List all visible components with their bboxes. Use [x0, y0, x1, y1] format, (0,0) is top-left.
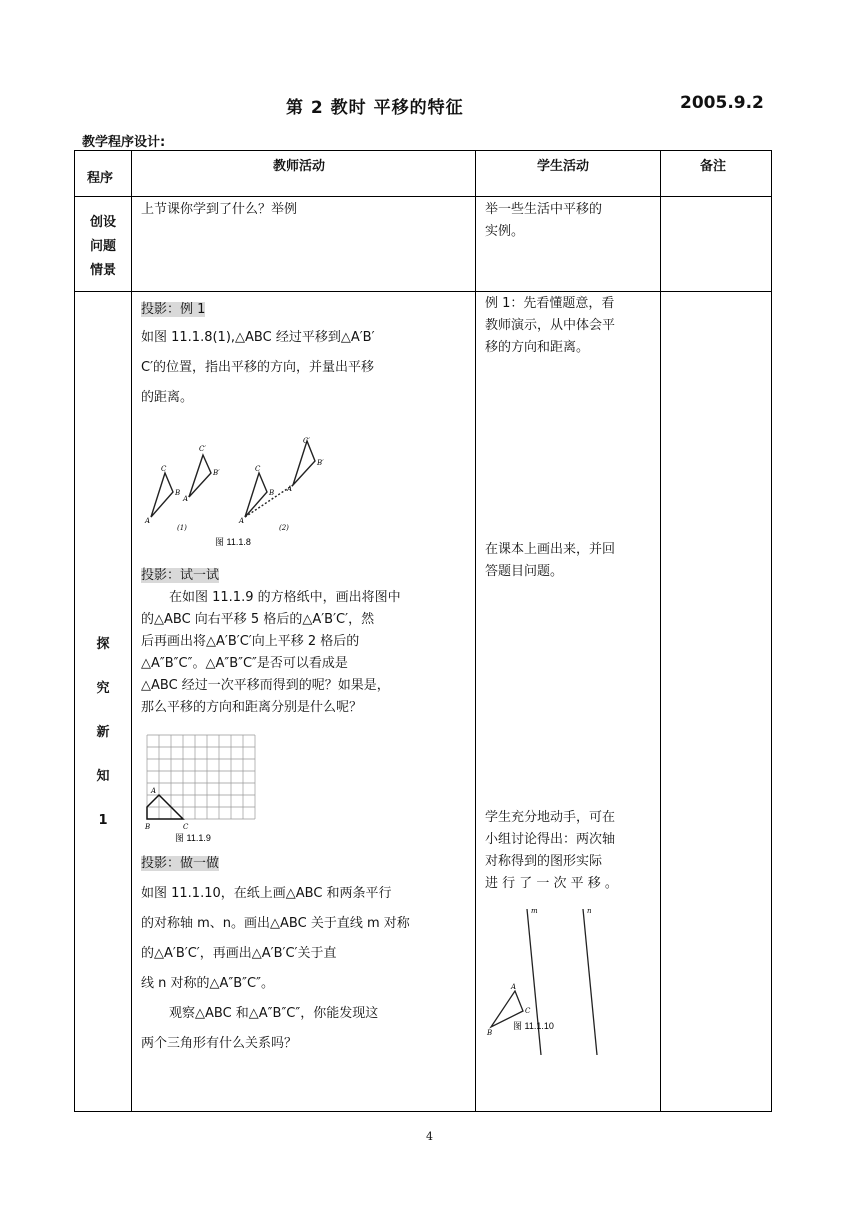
header-student: 学生活动 [537, 159, 590, 174]
svg-text:A: A [239, 517, 245, 525]
svg-text:C: C [183, 823, 189, 831]
svg-text:C′: C′ [303, 437, 310, 445]
svg-text:m: m [531, 907, 538, 915]
figure-11-1-8 [141, 437, 324, 549]
header-teacher: 教师活动 [273, 159, 326, 174]
svg-text:C: C [255, 465, 261, 473]
projection-label: 投影：试一试 [141, 568, 220, 583]
teacher-try-it: 投影：试一试 在如图 11.1.9 的方格纸中，画出将图中 的△ABC 向右平移 5 格后的△A′B′C′，然 后再画出将△A′B′C′向上平移 2 格后的 △A″B″C″。△A″B″C″是否可以看成是 △ABC 经过一次平移而得到的呢？如果是， 那么平移的方向和距离分别是什么呢？ [141, 568, 401, 715]
svg-text:C: C [161, 465, 167, 473]
figure-caption: 图 11.1.9 [175, 833, 211, 843]
student-activity-intro: 举一些生活中平移的 实例。 [485, 202, 603, 239]
student-do-it: 学生充分地动手，可在 小组讨论得出：两次轴 对称得到的图形实际 进 行 了 一 次 平 移 。 [485, 810, 618, 891]
svg-text:n: n [587, 907, 592, 915]
student-example-1: 例 1：先看懂题意，看 教师演示，从中体会平 移的方向和距离。 [485, 296, 616, 355]
figure-caption: 图 11.1.8 [215, 537, 251, 547]
figure-11-1-9 [145, 733, 261, 845]
row-divider [75, 196, 771, 197]
triangle-abc-1 [151, 473, 173, 517]
svg-text:A: A [151, 787, 157, 795]
student-try-it: 在课本上画出来，并回 答题目问题。 [485, 542, 616, 579]
svg-text:B′: B′ [317, 459, 324, 467]
svg-text:C: C [525, 1007, 531, 1015]
figure-sub-2: (2) [279, 524, 289, 532]
page-number: 4 [426, 1130, 433, 1143]
svg-text:B: B [145, 823, 151, 831]
column-divider [660, 151, 661, 1111]
page-title: 第 2 教时 平移的特征 [286, 98, 464, 118]
teacher-do-it: 投影：做一做 如图 11.1.10，在纸上画△ABC 和两条平行 的对称轴 m、n。画出△ABC 关于直线 m 对称 的△A′B′C′，再画出△A′B′C′关于直 线 n 对称的△A″B″C″。 观察△ABC 和△A″B″C″，你能发现这 两个三角形有什么关系吗？ [141, 856, 410, 1051]
figure-sub-1: (1) [177, 524, 187, 532]
svg-text:A′: A′ [287, 485, 294, 493]
svg-text:A: A [145, 517, 151, 525]
triangle-a1b1c1-1 [189, 455, 211, 497]
axis-line-m [527, 909, 541, 1055]
stage-label-1: 创设 问题 情景 [89, 215, 116, 278]
svg-text:B: B [487, 1029, 493, 1037]
lesson-table [74, 150, 772, 1112]
teacher-activity-intro: 上节课你学到了什么？举例 [141, 202, 298, 217]
figure-caption: 图 11.1.10 [513, 1021, 554, 1031]
svg-text:A′: A′ [183, 495, 190, 503]
teacher-example-1: 投影：例 1 如图 11.1.8(1),△ABC 经过平移到△A′B′ C′的位置，指出平移的方向，并量出平移 的距离。 [141, 302, 375, 405]
projection-label: 投影：做一做 [141, 856, 220, 871]
lesson-date: 2005.9.2 [680, 93, 764, 113]
section-subtitle: 教学程序设计: [82, 135, 166, 150]
svg-text:B: B [269, 489, 275, 497]
svg-text:A: A [511, 983, 517, 991]
header-notes: 备注 [700, 159, 727, 174]
stage-label-2: 探 究 新 知 1 [96, 637, 110, 828]
header-stage: 程序 [87, 171, 114, 186]
svg-text:B′: B′ [213, 469, 220, 477]
svg-text:B: B [175, 489, 181, 497]
column-divider [131, 151, 132, 1111]
axis-line-n [583, 909, 597, 1055]
figure-11-1-10 [485, 905, 615, 1039]
row-divider [75, 291, 771, 292]
svg-text:C′: C′ [199, 445, 206, 453]
projection-label: 投影：例 1 [141, 302, 206, 317]
triangle-a1b1c1-2 [293, 441, 315, 485]
column-divider [475, 151, 476, 1111]
